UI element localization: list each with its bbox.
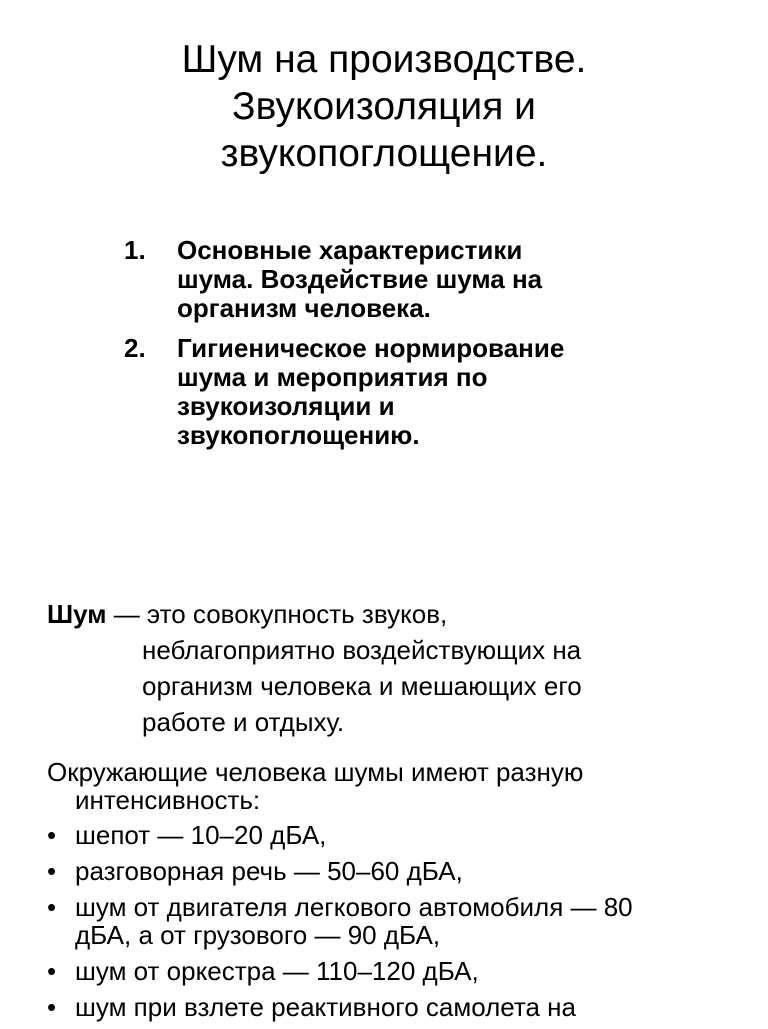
toc-line: звукопоглощению.: [177, 420, 420, 450]
bullet-icon: •: [47, 956, 57, 986]
bullet-icon: •: [47, 992, 57, 1022]
toc-number: 2.: [124, 333, 146, 363]
list-item: [47, 821, 737, 849]
intro-line-2: интенсивность:: [75, 785, 261, 815]
list-item: [47, 957, 737, 985]
list-item-text: шум от оркестра — 110–120 дБА,: [75, 956, 479, 986]
toc-item-1: [122, 236, 682, 323]
definition-line: неблагоприятно воздействующих на: [142, 635, 582, 665]
title-line-1: Шум на производстве.: [181, 38, 587, 81]
definition-first-line: [47, 596, 707, 632]
intensity-intro: [47, 758, 737, 814]
list-item: [47, 993, 737, 1021]
toc-number: 1.: [124, 235, 146, 265]
bullet-icon: •: [47, 820, 57, 850]
intro-line-1: Окружающие человека шумы имеют разную: [47, 757, 584, 787]
bullet-icon: •: [47, 856, 57, 886]
toc-line: звукоизоляции и: [177, 391, 395, 421]
title-line-2: Звукоизоляция и: [232, 85, 536, 128]
definition-text: — это совокупность звуков,: [106, 599, 448, 629]
definition-term: Шум: [47, 599, 107, 629]
toc-line: Гигиеническое нормирование: [177, 333, 565, 363]
list-item-text: шум от двигателя легкового автомобиля — 80: [75, 892, 633, 922]
noise-examples-list: [47, 821, 737, 1029]
toc-line: шума и мероприятия по: [177, 362, 488, 392]
list-item-text: шепот — 10–20 дБА,: [75, 820, 327, 850]
definition-line: работе и отдыху.: [142, 707, 345, 737]
table-of-contents: [122, 236, 682, 461]
title-line-3: звукопоглощение.: [220, 132, 548, 175]
toc-line: организм человека.: [177, 293, 431, 323]
toc-item-2: [122, 334, 682, 450]
list-item-text: разговорная речь — 50–60 дБА,: [75, 856, 463, 886]
bullet-icon: •: [47, 892, 57, 922]
list-item: [47, 857, 737, 885]
list-item-text: шум при взлете реактивного самолета на: [75, 992, 576, 1022]
list-item: [47, 893, 737, 949]
toc-line: шума. Воздействие шума на: [177, 264, 543, 294]
toc-line: Основные характеристики: [177, 235, 523, 265]
slide-title: [0, 36, 768, 177]
noise-definition: [47, 596, 707, 740]
list-item-text: дБА, а от грузового — 90 дБА,: [75, 920, 441, 950]
definition-line: организм человека и мешающих его: [142, 671, 582, 701]
